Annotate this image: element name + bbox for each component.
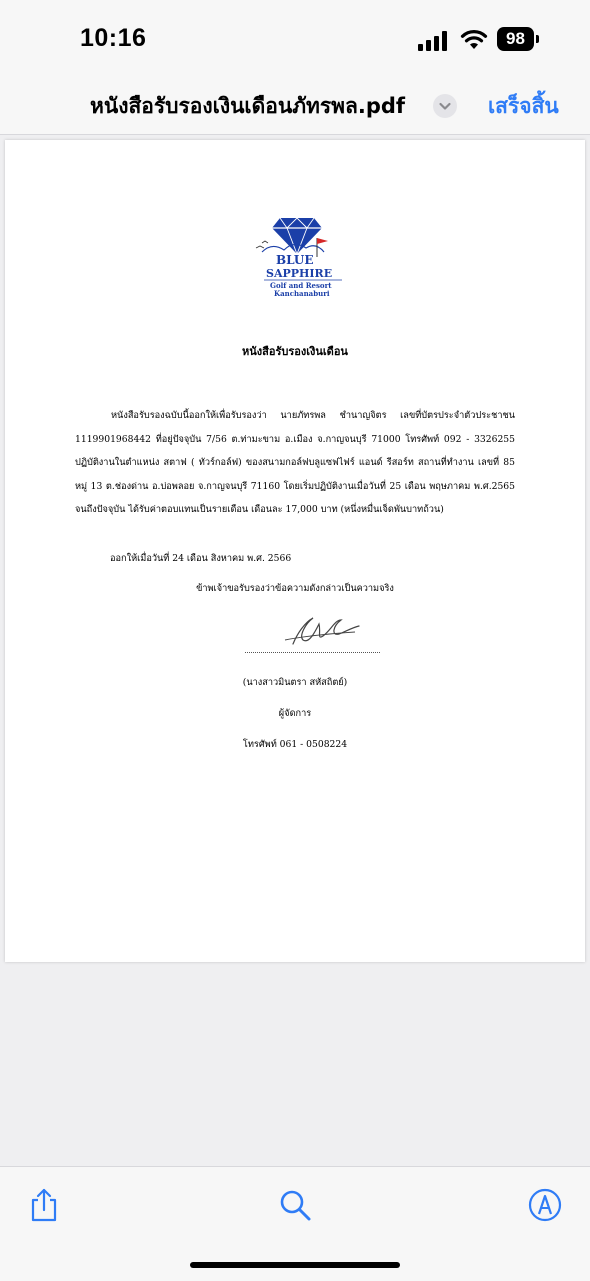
battery-tip	[536, 35, 539, 43]
issued-date: ออกให้เมื่อวันที่ 24 เดือน สิงหาคม พ.ศ. 2566	[110, 553, 292, 564]
title-menu-button[interactable]	[433, 94, 457, 118]
signature-line	[245, 652, 380, 653]
pdf-page	[5, 140, 585, 962]
letter-heading: หนังสือรับรองเงินเดือน	[242, 345, 348, 358]
diamond-icon	[272, 218, 322, 254]
signatory-name: (นางสาวมินตรา สหัสถิตย์)	[242, 677, 348, 688]
search-icon[interactable]	[278, 1187, 312, 1223]
home-indicator	[190, 1262, 400, 1268]
wifi-icon	[459, 27, 489, 51]
share-icon[interactable]	[27, 1187, 61, 1223]
blue-sapphire-logo	[242, 210, 352, 300]
cellular-signal-icon	[418, 31, 450, 51]
signatory-phone: โทรศัพท์ 061 - 0508224	[242, 739, 348, 750]
status-bar	[0, 0, 590, 80]
svg-text:BLUE: BLUE	[276, 253, 314, 267]
battery-indicator	[497, 27, 537, 51]
svg-text:SAPPHIRE: SAPPHIRE	[266, 267, 333, 280]
handwritten-signature	[275, 610, 365, 650]
document-title[interactable]: หนังสือรับรองเงินเดือนภัทรพล.pdf	[90, 94, 406, 118]
done-button[interactable]: เสร็จสิ้น	[488, 94, 559, 118]
signatory-position: ผู้จัดการ	[278, 708, 312, 719]
svg-text:Kanchanaburi: Kanchanaburi	[274, 289, 330, 298]
chevron-down-icon	[433, 94, 457, 118]
battery-level: 98	[497, 27, 534, 51]
letter-body	[75, 404, 515, 522]
markup-icon[interactable]	[528, 1187, 562, 1223]
status-time: 10:16	[80, 24, 147, 52]
letter-body-text: หนังสือรับรองฉบับนี้ออกให้เพื่อรับรองว่า นายภัทรพล ชำนาญจิตร เลขที่บัตรประจำตัวประชาชน 1119901968442 ที่อยู่ปัจจุบัน 7/56 ต.ท่ามะขาม อ.เมือง จ.กาญจนบุรี 71000 โทรศัพท์ 092 - 3326255 ปฏิบัติงานในตำแหน่ง สตาฟ ( ทัวร์กอล์ฟ) ของสนามกอล์ฟบลูแซฟไฟร์ แอนด์ รีสอร์ท สถานที่ทำงาน เลขที่ 85 หมู่ 13 ต.ช่องด่าน อ.บ่อพลอย จ.กาญจนบุรี 71160 โดยเริ่มปฏิบัติงานเมื่อวันที่ 25 เดือน พฤษภาคม พ.ศ.2565 จนถึงปัจจุบัน ได้รับค่าตอบแทนเป็นรายเดือน เดือนละ 17,000 บาท (หนึ่งหมื่นเจ็ดพันบาทถ้วน)	[75, 410, 515, 515]
svg-text:Golf and Resort: Golf and Resort	[270, 281, 332, 290]
certification-statement: ข้าพเจ้าขอรับรองว่าข้อความดังกล่าวเป็นความจริง	[196, 583, 394, 594]
nav-bar	[0, 80, 590, 135]
